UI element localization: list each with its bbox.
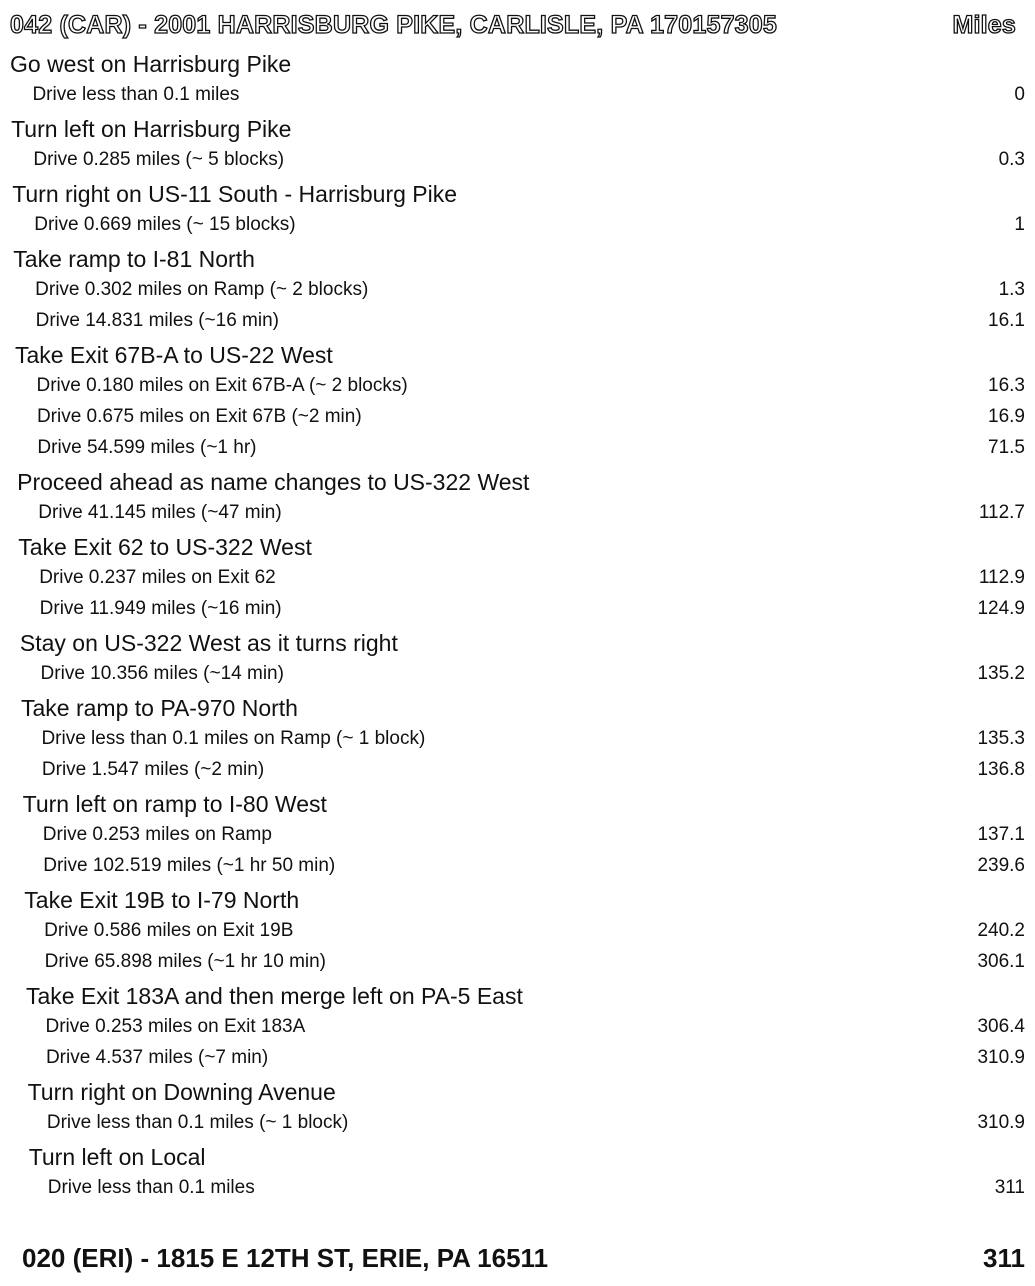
drive-description: Drive 0.237 miles on Exit 62 [39,567,276,588]
drive-description: Drive 0.669 miles (~ 15 blocks) [34,214,296,235]
step-instruction: Take Exit 62 to US-322 West [18,534,312,560]
step-instruction: Take ramp to I-81 North [13,246,255,272]
origin-address: 042 (CAR) - 2001 HARRISBURG PIKE, CARLISLE, PA 170157305 [10,10,777,39]
drive-description: Drive 65.898 miles (~1 hr 10 min) [44,951,327,972]
route-footer [22,1238,1025,1278]
drive-row [32,82,1025,108]
drive-row [37,435,1025,461]
drive-description: Drive 1.547 miles (~2 min) [41,759,265,780]
drive-description: Drive 0.285 miles (~ 5 blocks) [33,149,285,170]
drive-description: Drive 11.949 miles (~16 min) [39,598,282,619]
drive-row [39,565,1025,591]
drive-row [48,1175,1025,1201]
step-instruction: Take ramp to PA-970 North [21,695,298,721]
drive-description: Drive 0.253 miles on Ramp [42,824,272,845]
step-instruction: Turn left on ramp to I-80 West [22,791,327,817]
drive-description: Drive less than 0.1 miles [47,1177,255,1198]
step-instruction: Turn right on Downing Avenue [27,1079,336,1105]
cumulative-miles: 112.7 [978,502,1025,523]
cumulative-miles: 239.6 [977,855,1025,876]
drive-row [40,596,1025,622]
drive-row [38,500,1025,526]
step-instruction: Turn left on Local [28,1144,206,1170]
drive-description: Drive less than 0.1 miles (~ 1 block) [46,1112,349,1133]
drive-row [35,277,1025,303]
drive-row [46,1014,1026,1040]
step-instruction: Turn right on US-11 South - Harrisburg Pike [12,181,458,207]
drive-row [43,822,1025,848]
step-instruction: Take Exit 19B to I-79 North [24,887,300,913]
drive-row [37,404,1025,430]
drive-description: Drive less than 0.1 miles [32,84,240,105]
cumulative-miles: 1 [1014,214,1025,235]
cumulative-miles: 0 [1014,84,1025,105]
step-instruction: Take Exit 183A and then merge left on PA-5 East [25,983,523,1009]
drive-description: Drive 4.537 miles (~7 min) [45,1047,269,1068]
drive-description: Drive 0.675 miles on Exit 67B (~2 min) [36,406,362,427]
cumulative-miles: 240.2 [977,920,1025,941]
drive-description: Drive 54.599 miles (~1 hr) [37,437,257,458]
drive-description: Drive 0.253 miles on Exit 183A [45,1016,306,1037]
cumulative-miles: 112.9 [978,567,1025,588]
route-header [10,6,1016,44]
drive-row [47,1110,1025,1136]
step-instruction: Turn left on Harrisburg Pike [11,116,292,142]
drive-row [34,212,1025,238]
drive-row [45,949,1025,975]
drive-description: Drive 10.356 miles (~14 min) [40,663,284,684]
cumulative-miles: 135.2 [977,663,1025,684]
drive-row [42,757,1025,783]
drive-row [41,726,1025,752]
destination-address: 020 (ERI) - 1815 E 12TH ST, ERIE, PA 16511 [22,1243,549,1273]
cumulative-miles: 16.3 [988,375,1025,396]
drive-description: Drive 0.586 miles on Exit 19B [44,920,294,941]
step-instruction: Proceed ahead as name changes to US-322 West [17,469,530,495]
drive-row [37,373,1026,399]
drive-description: Drive 14.831 miles (~16 min) [35,310,279,331]
cumulative-miles: 136.8 [977,759,1025,780]
drive-row [41,661,1025,687]
drive-row [46,1045,1025,1071]
cumulative-miles: 310.9 [977,1047,1025,1068]
step-instruction: Take Exit 67B-A to US-22 West [14,342,333,368]
cumulative-miles: 311 [994,1177,1025,1198]
cumulative-miles: 310.9 [977,1112,1025,1133]
total-miles: 311 [983,1243,1025,1273]
drive-row [36,308,1025,334]
cumulative-miles: 306.4 [977,1016,1025,1037]
drive-description: Drive 0.180 miles on Exit 67B-A (~ 2 blocks) [36,375,408,396]
cumulative-miles: 1.3 [998,279,1025,300]
cumulative-miles: 16.1 [988,310,1025,331]
miles-column-header: Miles [952,10,1016,39]
cumulative-miles: 0.3 [998,149,1025,170]
cumulative-miles: 135.3 [977,728,1025,749]
cumulative-miles: 71.5 [988,437,1025,458]
drive-row [33,147,1025,173]
drive-description: Drive 0.302 miles on Ramp (~ 2 blocks) [35,279,369,300]
drive-description: Drive less than 0.1 miles on Ramp (~ 1 block) [41,728,426,749]
drive-row [44,918,1025,944]
cumulative-miles: 306.1 [977,951,1025,972]
drive-row [43,853,1025,879]
step-instruction: Go west on Harrisburg Pike [10,51,292,77]
step-instruction: Stay on US-322 West as it turns right [19,630,398,656]
drive-description: Drive 41.145 miles (~47 min) [38,502,282,523]
cumulative-miles: 16.9 [988,406,1025,427]
cumulative-miles: 137.1 [977,824,1025,845]
drive-description: Drive 102.519 miles (~1 hr 50 min) [43,855,336,876]
cumulative-miles: 124.9 [977,598,1025,619]
